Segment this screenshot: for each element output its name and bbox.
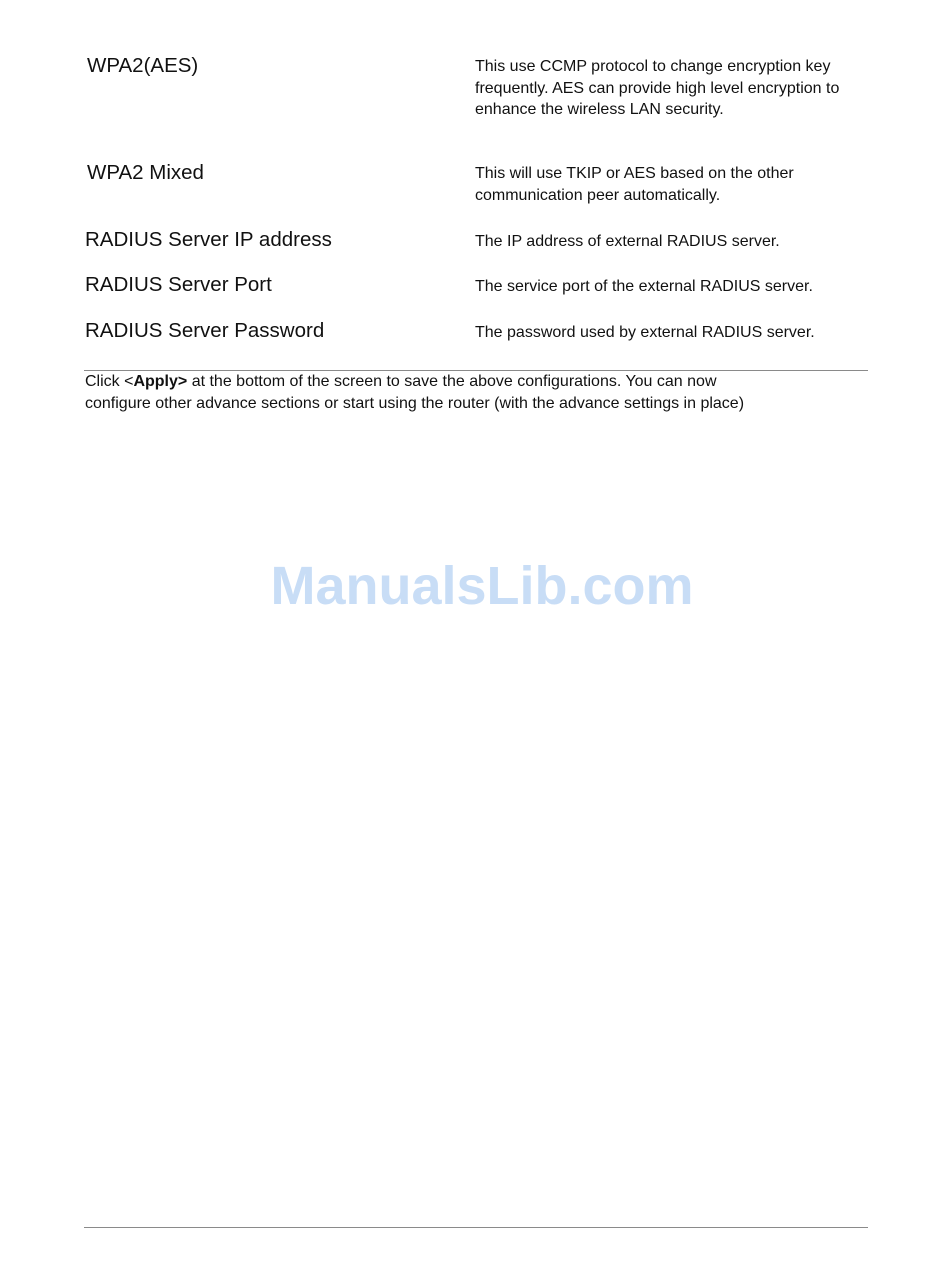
apply-note-prefix: Click < bbox=[85, 373, 134, 390]
page-footer-divider bbox=[84, 1227, 868, 1228]
apply-keyword: Apply> bbox=[133, 373, 188, 390]
definition-description: This use CCMP protocol to change encryption key frequently. AES can provide high level encryption to enhance the wireless LAN security. bbox=[475, 58, 840, 118]
definition-term: RADIUS Server Port bbox=[85, 273, 272, 296]
apply-note-line-2: configure other advance sections or start using the router (with the advance settings in place) bbox=[85, 394, 745, 412]
definition-description: The service port of the external RADIUS server. bbox=[475, 278, 813, 295]
definition-description: The IP address of external RADIUS server. bbox=[475, 233, 780, 250]
definition-description: This will use TKIP or AES based on the other communication peer automatically. bbox=[475, 165, 794, 204]
watermark-logo: ManualsLib.com bbox=[270, 556, 694, 616]
definition-term: RADIUS Server IP address bbox=[85, 228, 332, 251]
apply-note bbox=[85, 371, 885, 414]
definition-term: WPA2(AES) bbox=[87, 54, 199, 77]
definition-term: WPA2 Mixed bbox=[87, 161, 204, 184]
apply-note-line-1 bbox=[85, 371, 885, 393]
definition-term: RADIUS Server Password bbox=[85, 319, 325, 342]
definition-description: The password used by external RADIUS server. bbox=[475, 324, 815, 341]
apply-note-rest: at the bottom of the screen to save the above configurations. You can now bbox=[187, 373, 717, 390]
